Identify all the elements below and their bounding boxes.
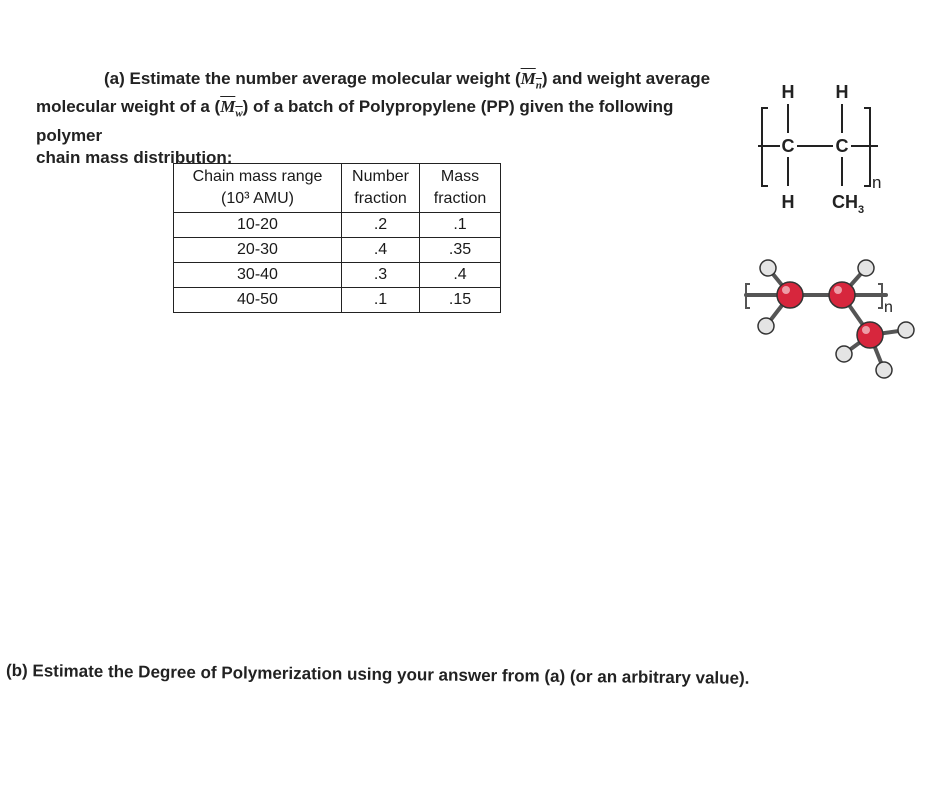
hydrogen-atom bbox=[858, 260, 874, 276]
question-a-line-3: chain mass distribution: bbox=[36, 147, 233, 167]
cell-range: 30-40 bbox=[174, 263, 342, 288]
cell-range: 20-30 bbox=[174, 238, 342, 263]
ch3-group: $CH_3$ bbox=[832, 192, 865, 216]
hydrogen-atom bbox=[758, 318, 774, 334]
table-row bbox=[174, 238, 501, 263]
question-b: (b) Estimate the Degree of Polymerization using your answer from (a) (or an arbitrary value). bbox=[5, 661, 750, 688]
mw-symbol: $M_w$ bbox=[220, 97, 243, 120]
cell-number-fraction: .1 bbox=[342, 288, 420, 313]
cell-number-fraction: .3 bbox=[342, 263, 420, 288]
cell-mass-fraction: .15 bbox=[420, 288, 501, 313]
cell-range: 40-50 bbox=[174, 288, 342, 313]
h-bottom-left: H bbox=[781, 192, 795, 212]
question-a-line-1: (a) Estimate the number average molecular weight $(M_n)$ and weight average bbox=[104, 69, 711, 92]
ball-and-stick-model bbox=[740, 250, 930, 390]
header-mass-fraction: Mass fraction bbox=[420, 164, 501, 213]
cell-number-fraction: .4 bbox=[342, 238, 420, 263]
table-header-row bbox=[174, 164, 501, 213]
carbon-left: C bbox=[781, 136, 795, 156]
carbon-atom bbox=[857, 322, 883, 348]
cell-mass-fraction: .4 bbox=[420, 263, 501, 288]
cell-range: 10-20 bbox=[174, 213, 342, 238]
repeat-n: n bbox=[872, 173, 882, 192]
carbon-right: C bbox=[835, 136, 849, 156]
question-a-line-2: molecular weight of a $(M_w)$ of a batch of Polypropylene (PP) given the following polymer bbox=[36, 97, 674, 145]
header-number-fraction: Number fraction bbox=[342, 164, 420, 213]
cell-number-fraction: .2 bbox=[342, 213, 420, 238]
header-chain-mass-range: Chain mass range (10³ AMU) bbox=[174, 164, 342, 213]
polypropylene-structure bbox=[740, 70, 900, 230]
question-a-marker: (a) bbox=[104, 69, 125, 88]
table-row bbox=[174, 263, 501, 288]
ball-repeat-n: n bbox=[884, 299, 893, 316]
h-top-right: H bbox=[835, 82, 849, 102]
cell-mass-fraction: .35 bbox=[420, 238, 501, 263]
hydrogen-atom bbox=[898, 322, 914, 338]
table-row bbox=[174, 213, 501, 238]
hydrogen-atom bbox=[876, 362, 892, 378]
carbon-atom bbox=[829, 282, 855, 308]
hydrogen-atom bbox=[836, 346, 852, 362]
question-a bbox=[36, 68, 736, 169]
hydrogen-atom bbox=[760, 260, 776, 276]
mn-symbol: $M_n$ bbox=[520, 69, 542, 92]
table-row bbox=[174, 288, 501, 313]
h-top-left: H bbox=[781, 82, 795, 102]
mass-distribution-table bbox=[173, 163, 501, 313]
cell-mass-fraction: .1 bbox=[420, 213, 501, 238]
carbon-atom bbox=[777, 282, 803, 308]
